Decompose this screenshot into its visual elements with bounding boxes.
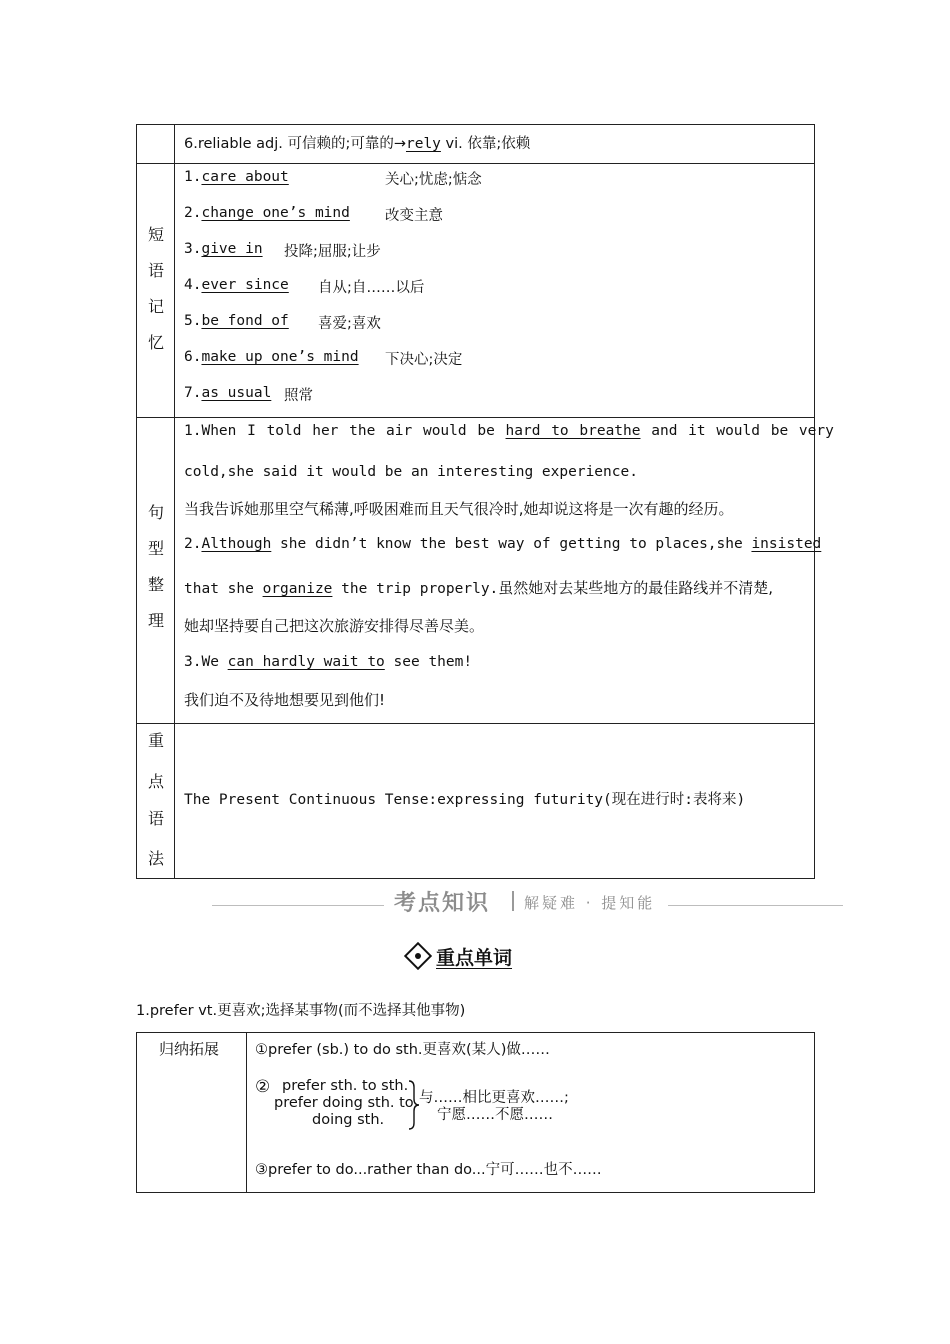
vocab-summary-table xyxy=(136,124,834,879)
phrase-answer: as usual xyxy=(201,385,272,401)
expansion-table xyxy=(136,1032,815,1193)
word-entry-prefer xyxy=(136,999,465,1020)
phrase-item: 4.ever since xyxy=(184,277,289,293)
vocab-line xyxy=(184,132,530,153)
sentence-2-cont: that she organize the trip properly.虽然她对去某些地方的最佳路线并不清楚, xyxy=(184,579,774,597)
phrase-answer: care about xyxy=(201,169,289,185)
answer-rely: rely xyxy=(405,136,441,152)
phrase-answer: make up one’s mind xyxy=(201,349,359,365)
answer-can-hardly-wait-to: can hardly wait to xyxy=(227,654,385,670)
label-char: 记 xyxy=(147,297,164,316)
vocab-text-end: vi. 依靠;依赖 xyxy=(440,136,531,152)
label-char: 短 xyxy=(147,225,164,244)
label-char: 语 xyxy=(147,261,164,280)
kaodian-subtitle: 解疑难 · 提知能 xyxy=(524,894,656,912)
phrase-meaning: 自从;自……以后 xyxy=(318,280,425,296)
grammar-row xyxy=(137,723,814,879)
phrase-item: 5.be fond of xyxy=(184,313,289,329)
vocab-text: 6.reliable adj. 可信赖的;可靠的→ xyxy=(184,136,406,152)
row-label-sentences xyxy=(137,418,175,723)
label-char: 句 xyxy=(147,503,164,522)
phrase-item: 2.change one’s mind xyxy=(184,205,350,221)
label-char: 语 xyxy=(147,809,164,828)
row-label-grammar xyxy=(137,724,175,879)
phrase-answer: change one’s mind xyxy=(201,205,350,221)
expansion-label: 归纳拓展 xyxy=(159,1040,220,1058)
phrase-answer: ever since xyxy=(201,277,289,293)
phrase-meaning: 喜爱;喜欢 xyxy=(318,316,381,332)
label-char: 法 xyxy=(147,849,164,868)
sentence-2-translation: 虽然她对去某些地方的最佳路线并不清楚, xyxy=(498,579,774,597)
sentence-3-translation: 我们迫不及待地想要见到他们! xyxy=(184,691,386,709)
usage-1: ①prefer (sb.) to do sth.更喜欢(某人)做…… xyxy=(255,1042,550,1058)
word-entry-text: 1.prefer vt.更喜欢;选择某事物(而不选择其他事物) xyxy=(136,1003,466,1019)
usage-3: ③prefer to do...rather than do...宁可……也不…… xyxy=(255,1162,602,1178)
answer-although: Although xyxy=(201,536,272,552)
phrase-item: 3.give in xyxy=(184,241,263,257)
sentence-3: 3.We can hardly wait to see them! xyxy=(184,654,473,670)
divider-right xyxy=(668,905,843,906)
diamond-icon xyxy=(404,942,432,970)
divider-left xyxy=(212,905,384,906)
phrase-item: 1.care about xyxy=(184,169,289,185)
label-char: 点 xyxy=(147,772,164,791)
usage-2-line-b: prefer doing sth. to xyxy=(274,1095,414,1111)
expansion-label-cell xyxy=(137,1033,247,1192)
phrase-meaning: 下决心;决定 xyxy=(385,352,463,368)
phrase-row xyxy=(137,163,814,417)
sentence-2: 2.Although she didn’t know the best way of getting to places,she insisted xyxy=(184,536,822,552)
title-separator xyxy=(512,891,514,911)
vocab-row xyxy=(137,125,814,163)
phrase-meaning: 改变主意 xyxy=(385,208,443,224)
sentence-row xyxy=(137,417,834,723)
usage-2-meaning-b: 宁愿……不愿…… xyxy=(437,1107,553,1123)
sentence-1-translation: 当我告诉她那里空气稀薄,呼吸困难而且天气很冷时,她却说这将是一次有趣的经历。 xyxy=(184,500,734,518)
label-char: 型 xyxy=(147,539,164,558)
answer-insisted: insisted xyxy=(751,536,822,552)
phrase-answer: give in xyxy=(201,241,263,257)
row-label-empty xyxy=(137,125,175,163)
sentence-1-cont: cold,she said it would be an interesting experience. xyxy=(184,464,638,480)
usage-2-line-a: prefer sth. to sth. xyxy=(282,1078,409,1094)
usage-2-number: ② xyxy=(255,1077,271,1097)
label-char: 忆 xyxy=(147,333,164,352)
label-char: 理 xyxy=(147,611,164,630)
phrase-meaning: 照常 xyxy=(284,388,313,404)
grammar-text: The Present Continuous Tense:expressing futurity(现在进行时:表将来) xyxy=(184,792,746,808)
phrase-item: 6.make up one’s mind xyxy=(184,349,359,365)
answer-organize: organize xyxy=(262,581,333,597)
answer-hard-to-breathe: hard to breathe xyxy=(505,423,641,439)
usage-2-line-c: doing sth. xyxy=(312,1112,385,1128)
phrase-item: 7.as usual xyxy=(184,385,272,401)
sentence-1: 1.When I told her the air would be hard to breathe and it would be very xyxy=(184,423,834,439)
row-label-phrases xyxy=(137,164,175,417)
label-char: 重 xyxy=(147,731,164,750)
section-title: 重点单词 xyxy=(436,947,513,969)
sentence-2-translation-cont: 她却坚持要自己把这次旅游安排得尽善尽美。 xyxy=(184,617,485,635)
label-char: 整 xyxy=(147,575,164,594)
usage-2-meaning-a: 与……相比更喜欢……; xyxy=(419,1090,569,1106)
phrase-meaning: 投降;屈服;让步 xyxy=(284,244,381,260)
phrase-answer: be fond of xyxy=(201,313,289,329)
kaodian-title: 考点知识 xyxy=(394,891,491,916)
phrase-meaning: 关心;忧虑;惦念 xyxy=(385,172,482,188)
